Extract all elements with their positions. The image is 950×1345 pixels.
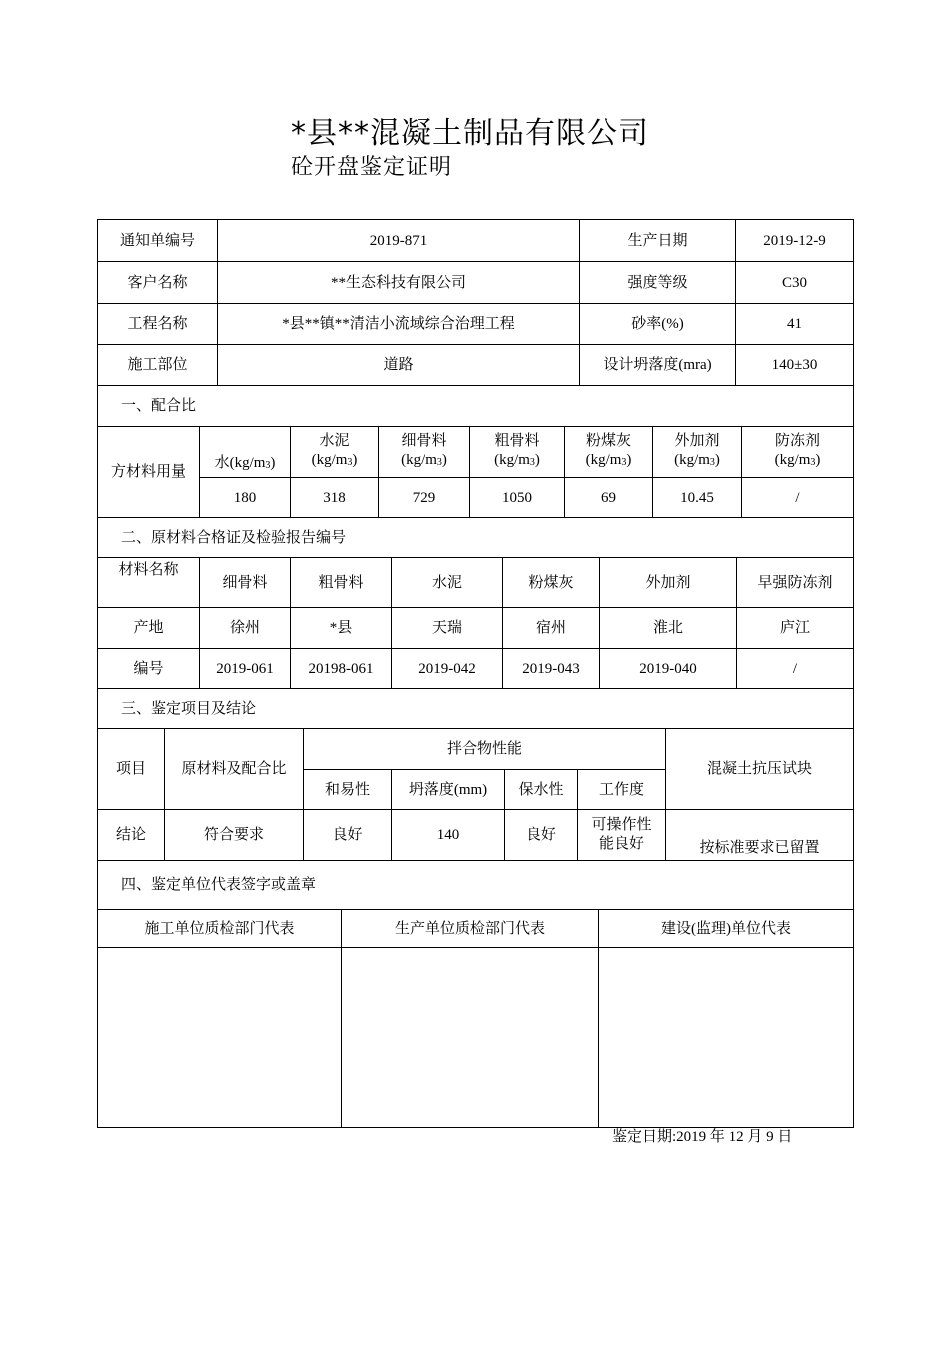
material-name: 细骨料 [200, 558, 291, 608]
material-code: 2019-042 [392, 649, 503, 689]
slump-design-value: 140±30 [736, 345, 854, 386]
material-name: 粗骨料 [291, 558, 392, 608]
notice-no-value: 2019-871 [218, 220, 580, 262]
company-title: *县**混凝土制品有限公司 [291, 116, 649, 151]
retention-label: 保水性 [505, 770, 578, 810]
grade-label: 强度等级 [580, 262, 736, 304]
mix-value: 10.45 [653, 478, 742, 518]
material-origin: 宿州 [503, 608, 600, 649]
material-code: 2019-061 [200, 649, 291, 689]
mix-col-header: 粉煤灰 (kg/m3) [565, 427, 653, 478]
grade-value: C30 [736, 262, 854, 304]
notice-no-label: 通知单编号 [98, 220, 218, 262]
material-code: 20198-061 [291, 649, 392, 689]
info-table [97, 219, 854, 427]
mix-header-row [98, 427, 854, 478]
section-1-title: 一、配合比 [98, 386, 854, 427]
material-code: / [737, 649, 854, 689]
mix-col-header: 水泥 (kg/m3) [291, 427, 379, 478]
slump-label: 坍落度(mm) [392, 770, 505, 810]
part-label: 施工部位 [98, 345, 218, 386]
part-value: 道路 [218, 345, 580, 386]
production-rep-label: 生产单位质检部门代表 [342, 910, 599, 948]
construction-rep-label: 施工单位质检部门代表 [98, 910, 342, 948]
conclusion-table [97, 728, 854, 910]
origin-label: 产地 [98, 608, 200, 649]
mix-value: 318 [291, 478, 379, 518]
material-code: 2019-040 [600, 649, 737, 689]
conclusion-row [98, 810, 854, 861]
prod-date-value: 2019-12-9 [736, 220, 854, 262]
construction-signature-area[interactable] [98, 948, 342, 1128]
certificate-form [97, 219, 853, 1128]
conclusion-label: 结论 [98, 810, 165, 861]
material-usage-label: 方材料用量 [98, 427, 200, 518]
material-name: 粉煤灰 [503, 558, 600, 608]
slump-result: 140 [392, 810, 505, 861]
material-name: 水泥 [392, 558, 503, 608]
material-origin: 淮北 [600, 608, 737, 649]
mix-col-header: 粗骨料 (kg/m3) [470, 427, 565, 478]
mix-value: 180 [200, 478, 291, 518]
mix-table [97, 426, 854, 558]
info-row [98, 345, 854, 386]
materials-header-row [98, 558, 854, 608]
section-3-title: 三、鉴定项目及结论 [98, 689, 854, 729]
workability-result: 良好 [304, 810, 392, 861]
supervision-signature-area[interactable] [599, 948, 854, 1128]
appraisal-date: 鉴定日期:2019 年 12 月 9 日 [612, 1129, 793, 1145]
project-label: 工程名称 [98, 304, 218, 345]
material-origin: *县 [291, 608, 392, 649]
prod-date-label: 生产日期 [580, 220, 736, 262]
workability-label: 和易性 [304, 770, 392, 810]
material-name-label: 材料名称 [98, 558, 200, 608]
materials-code-row [98, 649, 854, 689]
mix-value: 729 [379, 478, 470, 518]
working-label: 工作度 [578, 770, 666, 810]
supervision-rep-label: 建设(监理)单位代表 [599, 910, 854, 948]
document-subtitle: 砼开盘鉴定证明 [291, 155, 453, 180]
mix-value: 69 [565, 478, 653, 518]
raw-mix-label: 原材料及配合比 [165, 729, 304, 810]
info-row [98, 220, 854, 262]
raw-result: 符合要求 [165, 810, 304, 861]
material-name: 外加剂 [600, 558, 737, 608]
mix-col-header: 细骨料 (kg/m3) [379, 427, 470, 478]
info-row [98, 262, 854, 304]
working-result: 可操作性 能良好 [578, 810, 666, 861]
slump-design-label: 设计坍落度(mra) [580, 345, 736, 386]
retention-result: 良好 [505, 810, 578, 861]
material-origin: 庐江 [737, 608, 854, 649]
section-4-title: 四、鉴定单位代表签字或盖章 [98, 861, 854, 910]
material-code: 2019-043 [503, 649, 600, 689]
mix-value: / [742, 478, 854, 518]
sand-rate-label: 砂率(%) [580, 304, 736, 345]
material-origin: 天瑞 [392, 608, 503, 649]
mix-value: 1050 [470, 478, 565, 518]
material-name: 早强防冻剂 [737, 558, 854, 608]
materials-origin-row [98, 608, 854, 649]
info-row [98, 304, 854, 345]
material-origin: 徐州 [200, 608, 291, 649]
code-label: 编号 [98, 649, 200, 689]
section-2-title: 二、原材料合格证及检验报告编号 [98, 518, 854, 558]
signature-table [97, 909, 854, 1128]
client-label: 客户名称 [98, 262, 218, 304]
mix-performance-label: 拌合物性能 [304, 729, 666, 770]
mix-col-header: 水(kg/m3) [200, 427, 291, 478]
mix-col-header: 外加剂 (kg/m3) [653, 427, 742, 478]
client-value: **生态科技有限公司 [218, 262, 580, 304]
mix-value-row [98, 478, 854, 518]
sand-rate-value: 41 [736, 304, 854, 345]
production-signature-area[interactable] [342, 948, 599, 1128]
mix-col-header: 防冻剂 (kg/m3) [742, 427, 854, 478]
item-label: 项目 [98, 729, 165, 810]
project-value: *县**镇**清洁小流域综合治理工程 [218, 304, 580, 345]
cube-label: 混凝土抗压试块 [666, 729, 854, 810]
materials-table [97, 557, 854, 729]
cube-result: 按标准要求已留置 [666, 810, 854, 861]
